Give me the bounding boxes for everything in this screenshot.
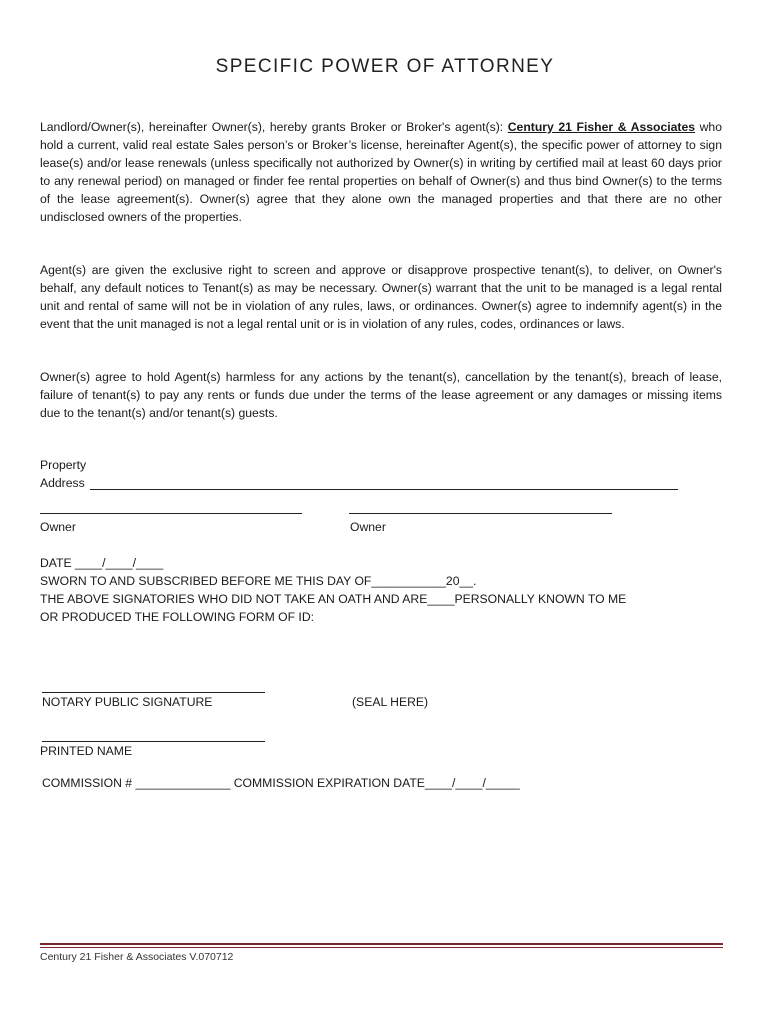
- signatories-line[interactable]: THE ABOVE SIGNATORIES WHO DID NOT TAKE AN OATH AND ARE____PERSONALLY KNOWN TO ME: [40, 592, 627, 606]
- date-line[interactable]: DATE ____/____/____: [40, 556, 164, 570]
- owner-signature-line-1[interactable]: [40, 513, 302, 514]
- paragraph-1-lead: Landlord/Owner(s), hereinafter Owner(s), hereby grants Broker or Broker's agent(s):: [40, 120, 508, 134]
- owner-signature-line-2[interactable]: [349, 513, 612, 514]
- paragraph-1-body: who hold a current, valid real estate Sales person’s or Broker’s license, hereinafter Agent(s), the specific power of attorney to sign lease(s) and/or lease renewals (unless specifically not authorized by Owner(s) in writing by certified mail at least 60 days prior to any renewal period) on managed or finder fee rental properties on behalf of Owner(s) and thus bind Owner(s) to the terms of the lease agreement(s). Owner(s) agree that they alone own the managed properties and that there are no other undisclosed owners of the properties.: [40, 120, 722, 224]
- owner-label-2: Owner: [350, 520, 386, 534]
- notary-signature-label: NOTARY PUBLIC SIGNATURE: [42, 695, 213, 709]
- seal-label: (SEAL HERE): [352, 695, 429, 709]
- printed-name-label: PRINTED NAME: [40, 744, 133, 758]
- commission-line[interactable]: COMMISSION # ______________ COMMISSION EXPIRATION DATE____/____/_____: [42, 776, 520, 790]
- footer-divider: [40, 943, 723, 945]
- paragraph-hold-harmless: Owner(s) agree to hold Agent(s) harmless for any actions by the tenant(s), cancellation by the tenant(s), breach of lease, failure of tenant(s) to pay any rents or funds due under the terms of the lease agreement or any damages or missing items due to the tenant(s) and/or tenant(s) guests.: [40, 370, 722, 420]
- document-title: SPECIFIC POWER OF ATTORNEY: [215, 56, 555, 77]
- property-label: Property: [40, 458, 87, 472]
- footer-divider-thin: [40, 947, 723, 948]
- owner-label-1: Owner: [40, 520, 76, 534]
- produced-id-line: OR PRODUCED THE FOLLOWING FORM OF ID:: [40, 610, 315, 624]
- property-address-field[interactable]: [90, 489, 678, 490]
- address-label: Address: [40, 476, 85, 490]
- paragraph-agent-rights: Agent(s) are given the exclusive right to screen and approve or disapprove prospective tenant(s), to deliver, on Owner's behalf, any default notices to Tenant(s) as may be necessary. Owner(s) warrant that the unit to be managed is a legal rental unit and rental of same will not be in violation of any rules, laws, or ordinances. Owner(s) agree to indemnify agent(s) in the event that the unit managed is not a legal rental unit or is in violation of any rules, codes, ordinances or laws.: [40, 263, 722, 331]
- company-name: Century 21 Fisher & Associates: [507, 120, 696, 134]
- paragraph-grant-of-authority: [40, 118, 722, 226]
- footer-text: Century 21 Fisher & Associates V.070712: [40, 951, 234, 963]
- sworn-line[interactable]: SWORN TO AND SUBSCRIBED BEFORE ME THIS DAY OF___________20__.: [40, 574, 477, 588]
